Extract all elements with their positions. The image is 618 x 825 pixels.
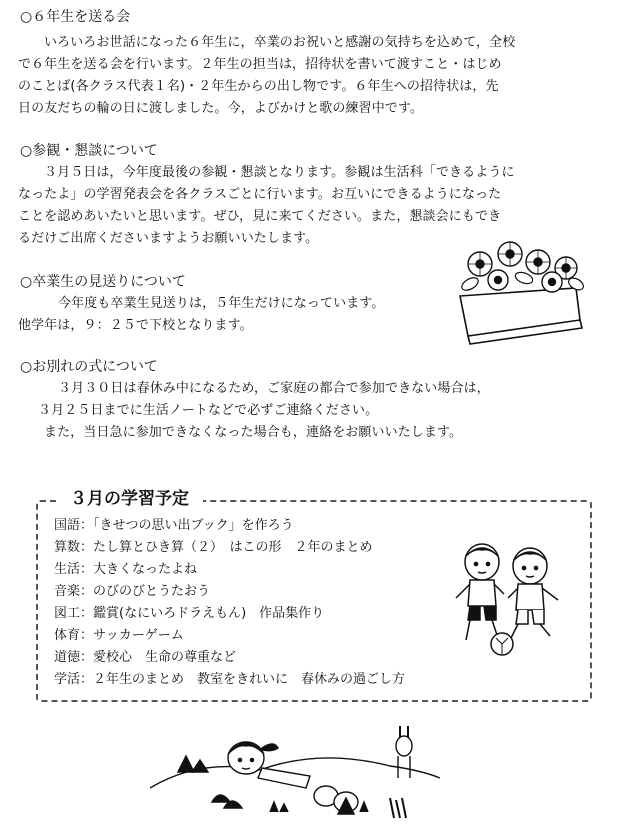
- section-body-farewell-party: [18, 32, 608, 120]
- text-line: ３月２５日までに生活ノートなどで必ずご連絡ください。: [38, 403, 379, 418]
- text-line: 他学年は，９：２５で下校となります。: [18, 318, 253, 333]
- section-body-open-class: [18, 162, 608, 250]
- schedule-item: 道徳：愛校心 生命の尊重など: [54, 650, 237, 665]
- text-line: で６年生を送る会を行います。２年生の担当は，招待状を書いて渡すこと・はじめ: [18, 57, 502, 72]
- text-line: ことを認めあいたいと思います。ぜひ，見に来てください。また，懇談会にもでき: [18, 209, 502, 224]
- text-line: ３月３０日は春休み中になるため，ご家庭の都合で参加できない場合は，: [58, 381, 490, 396]
- text-line: いろいろお世話になった６年生に，卒業のお祝いと感謝の気持ちを込めて，全校: [44, 35, 516, 50]
- text-line: なったよ」の学習発表会を各クラスごとに行います。お互いにできるようになった: [18, 187, 502, 202]
- meadow-children-illustration: [150, 718, 440, 822]
- schedule-title: ３月の学習予定: [56, 486, 203, 512]
- section-title-graduate-sendoff: ○卒業生の見送りについて: [20, 274, 186, 290]
- schedule-item: 図工：鑑賞(なにいろドラえもん) 作品集作り: [54, 606, 325, 621]
- text-line: るだけご出席くださいますようお願いいたします。: [18, 231, 319, 246]
- text-line: 今年度も卒業生見送りは，５年生だけになっています。: [58, 296, 385, 311]
- section-title-farewell-ceremony: ○お別れの式について: [20, 359, 158, 375]
- schedule-list: [54, 515, 405, 691]
- section-title-open-class: ○参観・懇談について: [20, 143, 158, 159]
- text-line: ３月５日は，今年度最後の参観・懇談となります。参観は生活科「できるように: [44, 165, 515, 180]
- schedule-item: 音楽：のびのびとうたおう: [54, 584, 211, 599]
- flower-planter-illustration: [448, 240, 588, 346]
- schedule-item: 生活：大きくなったよね: [54, 562, 198, 577]
- section-body-farewell-ceremony: [18, 378, 608, 444]
- schedule-item: 算数：たし算とひき算（２） はこの形 ２年のまとめ: [54, 540, 373, 555]
- schedule-item: 学活：２年生のまとめ 教室をきれいに 春休みの過ごし方: [54, 672, 406, 687]
- schedule-item: 国語：「きせつの思い出ブック」を作ろう: [54, 518, 294, 533]
- text-line: のことば(各クラス代表１名)・２年生からの出し物です。６年生への招待状は，先: [18, 79, 499, 94]
- soccer-boys-illustration: [450, 540, 575, 660]
- section-title-farewell-party: ○６年生を送る会: [20, 9, 131, 25]
- section-body-graduate-sendoff: [18, 293, 458, 337]
- schedule-item: 体育：サッカーゲーム: [54, 628, 184, 643]
- text-line: また，当日急に参加できなくなった場合も，連絡をお願いいたします。: [44, 425, 463, 440]
- text-line: 日の友だちの輪の日に渡しました。今，よびかけと歌の練習中です。: [18, 101, 424, 116]
